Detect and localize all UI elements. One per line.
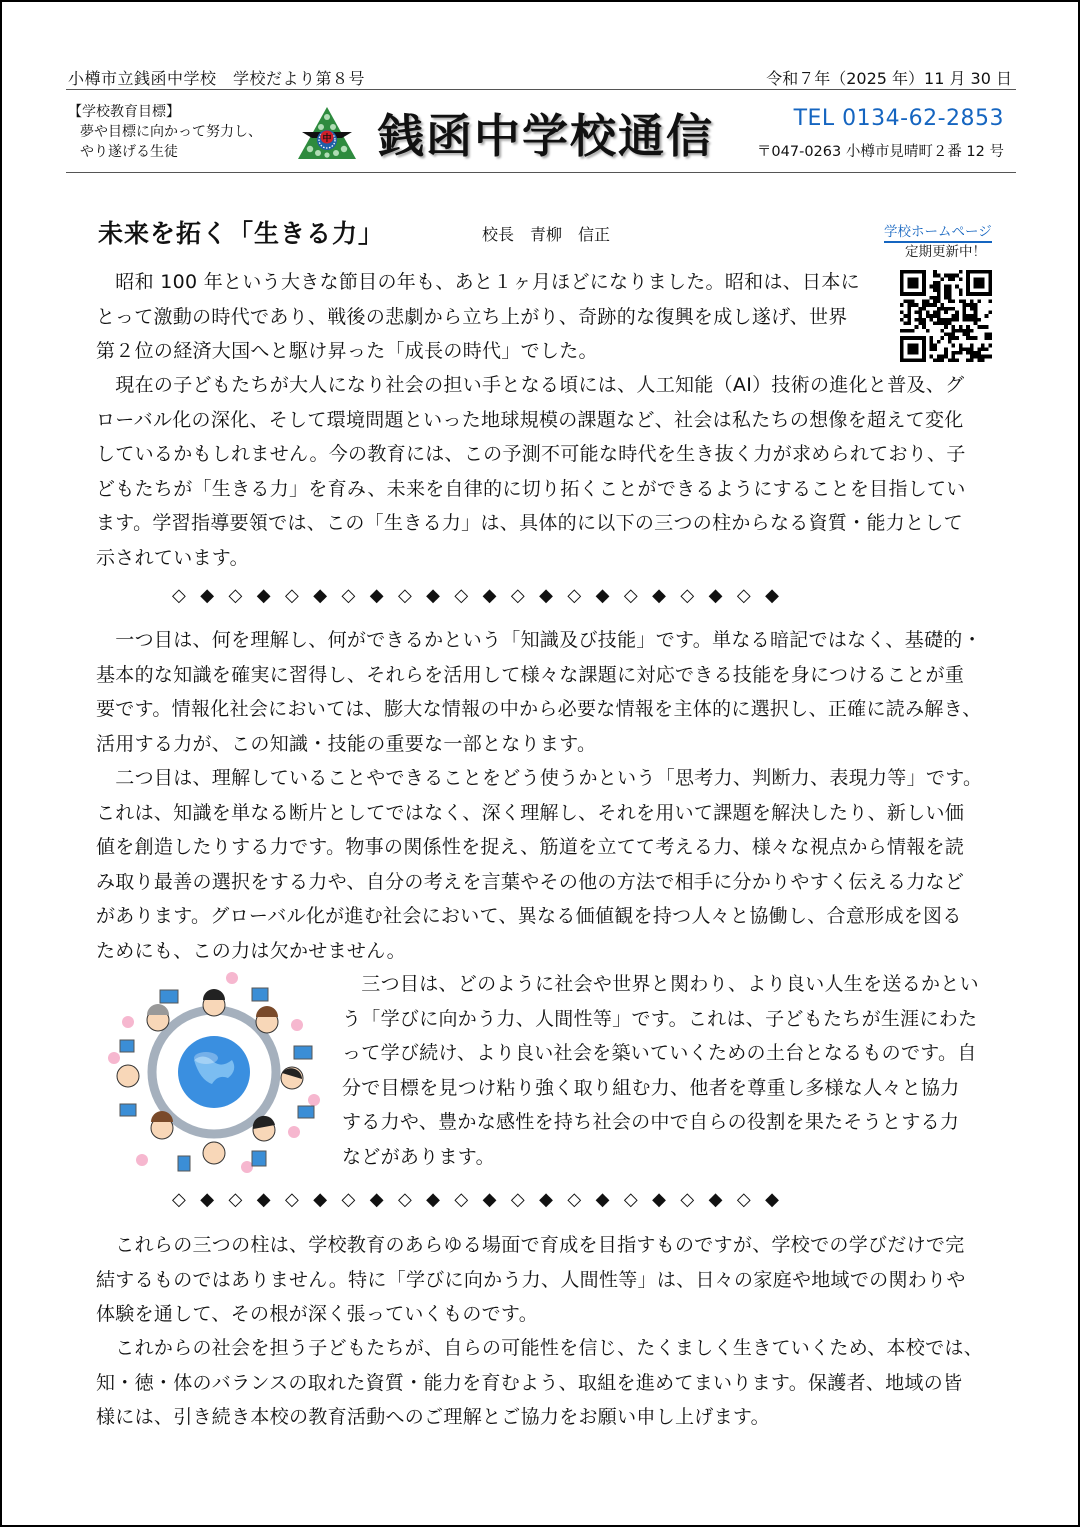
qr-finder-pattern [900, 270, 926, 296]
paragraph-line: 示されています。 [96, 546, 249, 569]
paragraph-line: 現在の子どもたちが大人になり社会の担い手となる頃には、人工知能（AI）技術の進化と普及、グ [96, 374, 965, 396]
paragraph-line: 活用する力が、この知識・技能の重要な一部となります。 [96, 732, 597, 755]
header-rule-bottom [66, 172, 1016, 173]
header-rule-top [66, 89, 1016, 90]
paragraph-line: 知・徳・体のバランスの取れた資質・能力を育むよう、取組を進めてまいります。保護者、地域の皆 [96, 1371, 963, 1394]
publisher-line: 小樽市立銭函中学校 学校だより第８号 [68, 69, 366, 88]
school-phone: TEL 0134-62-2853 [793, 106, 1004, 131]
paragraph-line: ためにも、この力は欠かせません。 [96, 939, 406, 962]
paragraph-1 [96, 265, 860, 369]
paragraph-line: 分で目標を見つけ粘り強く取り組む力、他者を尊重し多様な人々と協力 [342, 1076, 960, 1099]
article-author: 校長 青柳 信正 [482, 225, 611, 244]
paragraph-line: 基本的な知識を確実に習得し、それらを活用して様々な課題に対応できる技能を身につけることが重 [96, 663, 965, 686]
paragraph-line: って学び続け、より良い社会を築いていくための土台となるものです。自 [342, 1042, 977, 1064]
paragraph-line: 結するものではありません。特に「学びに向かう力、人間性等」は、日々の家庭や地域での関わりや [96, 1268, 966, 1291]
svg-text:中: 中 [322, 134, 332, 144]
paragraph-line: 第２位の経済大国へと駆け昇った「成長の時代」でした。 [96, 340, 598, 362]
goal-line-2: やり遂げる生徒 [80, 144, 178, 160]
qr-finder-pattern [966, 270, 992, 296]
people-around-globe-illustration [102, 970, 327, 1175]
paragraph-line: などがあります。 [342, 1145, 495, 1168]
paragraph-7 [96, 1331, 983, 1435]
paragraph-line: 三つ目は、どのように社会や世界と関わり、より良い人生を送るかとい [342, 973, 979, 995]
paragraph-line: ます。学習指導要領では、この「生きる力」は、具体的に以下の三つの柱からなる資質・能力として [96, 512, 963, 534]
paragraph-line: 二つ目は、理解していることやできることをどう使うかという「思考力、判断力、表現力等」です。 [96, 767, 983, 789]
paragraph-line: う「学びに向かう力、人間性等」です。これは、子どもたちが生涯にわた [342, 1007, 978, 1030]
paragraph-line: しているかもしれません。今の教育には、この予測不可能な時代を生き抜く力が求められており、子 [96, 443, 966, 465]
diamond-divider-2: ◇◆◇◆◇◆◇◆◇◆◇◆◇◆◇◆◇◆◇◆◇◆ [172, 1189, 794, 1210]
homepage-link[interactable]: 学校ホームページ [884, 220, 992, 243]
paragraph-line: 様には、引き続き本校の教育活動へのご理解とご協力をお願い申し上げます。 [96, 1406, 770, 1428]
paragraph-line: する力や、豊かな感性を持ち社会の中で自らの役割を果たそうとする力 [342, 1111, 960, 1133]
paragraph-line: どもたちが「生きる力」を育み、未来を自律的に切り拓くことができるようにすることを目指してい [96, 477, 966, 500]
goal-label: 【学校教育目標】 [68, 104, 180, 120]
paragraph-line: み取り最善の選択をする力や、自分の考えを言葉やその他の方法で相手に分かりやすく伝える力など [96, 870, 965, 893]
paragraph-5 [342, 967, 979, 1174]
paragraph-6 [96, 1228, 966, 1332]
goal-line-1: 夢や目標に向かって努力し、 [80, 124, 262, 140]
paragraph-3 [96, 623, 982, 761]
school-address: 〒047-0263 小樽市見晴町２番 12 号 [756, 144, 1004, 160]
homepage-note: 定期更新中！ [905, 244, 986, 260]
paragraph-line: これは、知識を単なる断片としてではなく、深く理解し、それを用いて課題を解決したり、新しい価 [96, 801, 965, 824]
article-title: 未来を拓く「生きる力」 [98, 219, 385, 248]
diamond-divider-1: ◇◆◇◆◇◆◇◆◇◆◇◆◇◆◇◆◇◆◇◆◇◆ [172, 585, 794, 606]
paragraph-4 [96, 761, 982, 968]
paragraph-line: これらの三つの柱は、学校教育のあらゆる場面で育成を目指すものですが、学校での学びだけで完 [96, 1234, 965, 1256]
school-goal [68, 102, 262, 162]
paragraph-line: これからの社会を担う子どもたちが、自らの可能性を信じ、たくましく生きていくため、本校では、 [96, 1337, 984, 1359]
paragraph-line: 値を創造したりする力です。物事の関係性を捉え、筋道を立てて考える力、様々な視点から情報を読 [96, 836, 965, 858]
paragraph-line: 要です。情報化社会においては、膨大な情報の中から必要な情報を主体的に選択し、正確に読み解き、 [96, 698, 982, 720]
masthead-title: 銭函中学校通信 [378, 109, 714, 163]
school-emblem-icon [296, 105, 358, 161]
paragraph-line: があります。グローバル化が進む社会において、異なる価値観を持つ人々と協働し、合意形成を図る [96, 905, 962, 927]
paragraph-line: ローバル化の深化、そして環境問題といった地球規模の課題など、社会は私たちの想像を超えて変化 [96, 408, 964, 431]
paragraph-line: 一つ目は、何を理解し、何ができるかという「知識及び技能」です。単なる暗記ではなく、基礎的・ [96, 629, 982, 651]
paragraph-line: 体験を通して、その根が深く張っていくものです。 [96, 1303, 539, 1325]
paragraph-line: とって激動の時代であり、戦後の悲劇から立ち上がり、奇跡的な復興を成し遂げ、世界 [96, 305, 848, 328]
paragraph-line: 昭和 100 年という大きな節目の年も、あと１ヶ月ほどになりました。昭和は、日本に [96, 271, 860, 293]
qr-code-icon[interactable] [900, 270, 992, 362]
paragraph-2 [96, 368, 966, 575]
issue-date: 令和７年（2025 年）11 月 30 日 [766, 69, 1012, 88]
qr-finder-pattern [900, 336, 926, 362]
